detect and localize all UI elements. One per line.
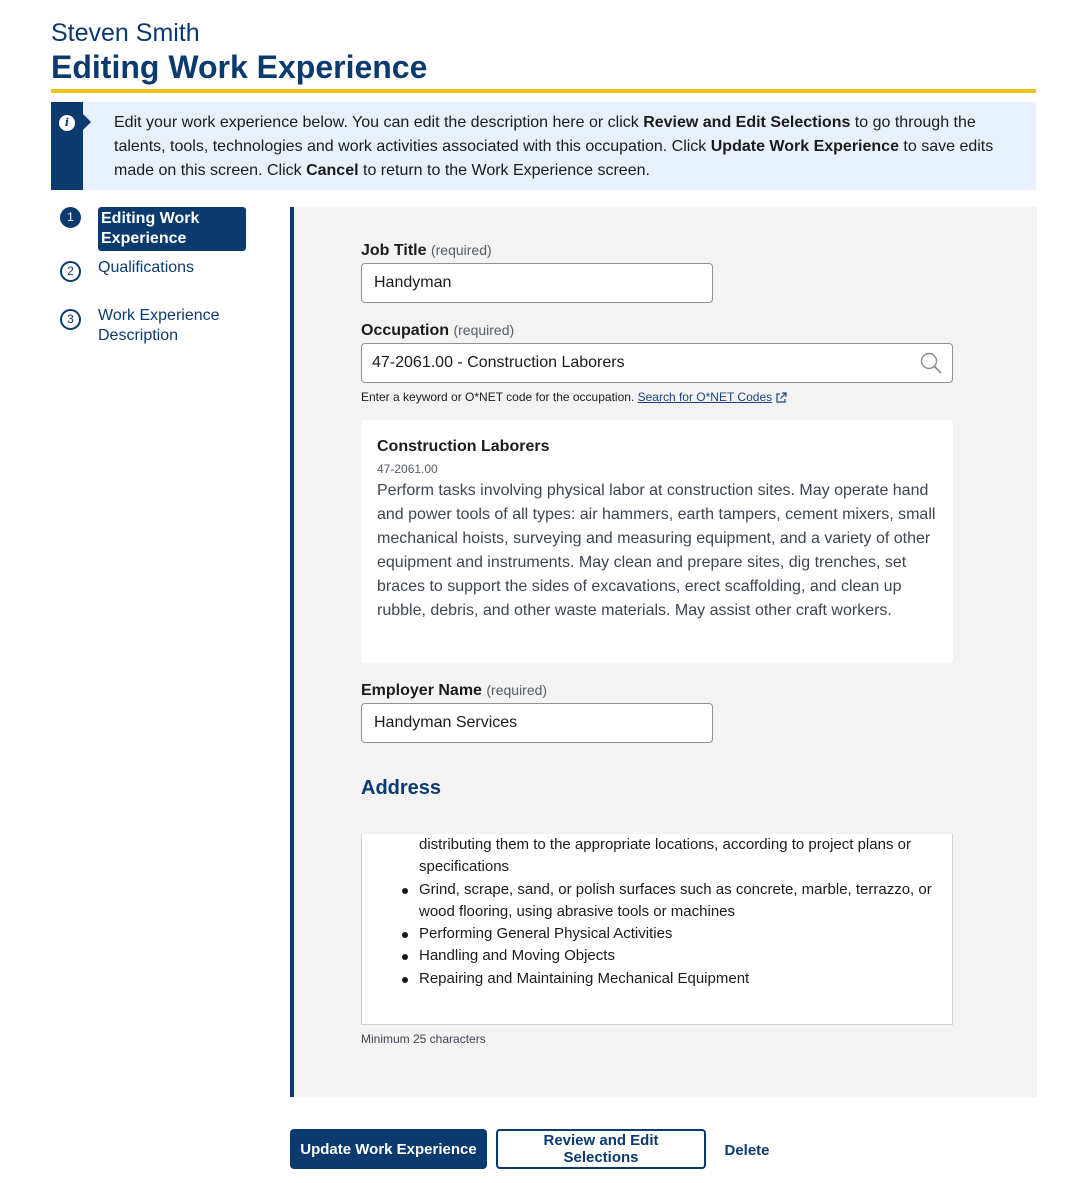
employer-label: [361, 682, 547, 700]
list-item: Performing General Physical Activities: [419, 923, 939, 945]
occupation-card-description: Perform tasks involving physical labor at construction sites. May operate hand and power tools of all types: air hammers, earth tampers, cement mixers, small mechanical hoists, surveying and measuring equipment, and a variety of other equipment and instruments. May clean and prepare sites, dig trenches, set braces to support the sides of excavations, erect scaffolding, and clean up rubble, debris, and other waste materials. May assist other craft workers.: [377, 482, 936, 619]
list-item: Handling and Moving Objects: [419, 945, 939, 967]
list-item: Grind, scrape, sand, or polish surfaces such as concrete, marble, terrazzo, or wood flooring, using abrasive tools or machines: [419, 879, 939, 924]
description-list: [362, 834, 939, 990]
label-text: Job Title: [361, 242, 427, 259]
review-edit-selections-button[interactable]: Review and Edit Selections: [496, 1129, 706, 1169]
step-number: 2: [60, 261, 81, 282]
occupation-label: [361, 322, 514, 340]
page-header: [51, 18, 1036, 86]
step-number: 1: [60, 207, 81, 228]
alert-text-bold: Cancel: [306, 162, 359, 179]
job-title-input[interactable]: [361, 263, 713, 303]
info-icon: i: [59, 115, 75, 131]
alert-text-segment: Edit your work experience below. You can edit the description here or click: [114, 114, 644, 131]
required-marker: (required): [486, 682, 548, 698]
update-work-experience-button[interactable]: Update Work Experience: [290, 1129, 487, 1169]
label-text: Occupation: [361, 322, 450, 339]
address-heading: Address: [361, 777, 442, 799]
alert-sidebar: [51, 102, 83, 190]
label-text: Employer Name: [361, 682, 482, 699]
list-item: distributing them to the appropriate locations, according to project plans or specifications: [419, 836, 911, 876]
alert-message: [114, 111, 1026, 183]
job-title-label: [361, 242, 492, 260]
occupation-card: [361, 420, 953, 663]
occupation-hint: [361, 390, 787, 404]
title-divider: [51, 89, 1036, 93]
alert-text-bold: Review and Edit Selections: [643, 114, 851, 131]
occupation-card-code: 47-2061.00: [377, 462, 438, 476]
onet-search-link[interactable]: [638, 390, 788, 404]
description-editor[interactable]: [361, 834, 953, 1025]
alert-pointer: [83, 114, 91, 130]
list-item: Repairing and Maintaining Mechanical Equipment: [419, 968, 939, 990]
alert-text-segment: to save edits made on this screen. Click: [114, 138, 994, 179]
description-hint: Minimum 25 characters: [361, 1032, 486, 1046]
user-name: Steven Smith: [51, 19, 200, 47]
info-alert: [51, 102, 1036, 190]
page-title: Editing Work Experience: [51, 49, 428, 85]
alert-text-bold: Update Work Experience: [710, 138, 899, 155]
link-text: Search for O*NET Codes: [637, 390, 773, 404]
step-label: Work Experience Description: [98, 307, 220, 344]
step-label: Qualifications: [98, 259, 195, 276]
external-link-icon: [775, 392, 787, 404]
required-marker: (required): [430, 242, 492, 258]
delete-button[interactable]: Delete: [713, 1130, 781, 1170]
occupation-search-input[interactable]: [361, 343, 953, 383]
occupation-card-title: Construction Laborers: [377, 438, 550, 455]
required-marker: (required): [453, 322, 515, 338]
search-icon[interactable]: [920, 352, 942, 374]
hint-text: Enter a keyword or O*NET code for the occupation.: [361, 390, 635, 404]
step-label: Editing Work Experience: [98, 207, 246, 251]
step-number: 3: [60, 309, 81, 330]
alert-text-segment: to return to the Work Experience screen.: [358, 162, 650, 179]
alert-text-segment: to go through the talents, tools, technologies and work activities associated with this occupation. Click: [114, 114, 976, 155]
employer-name-input[interactable]: [361, 703, 713, 743]
